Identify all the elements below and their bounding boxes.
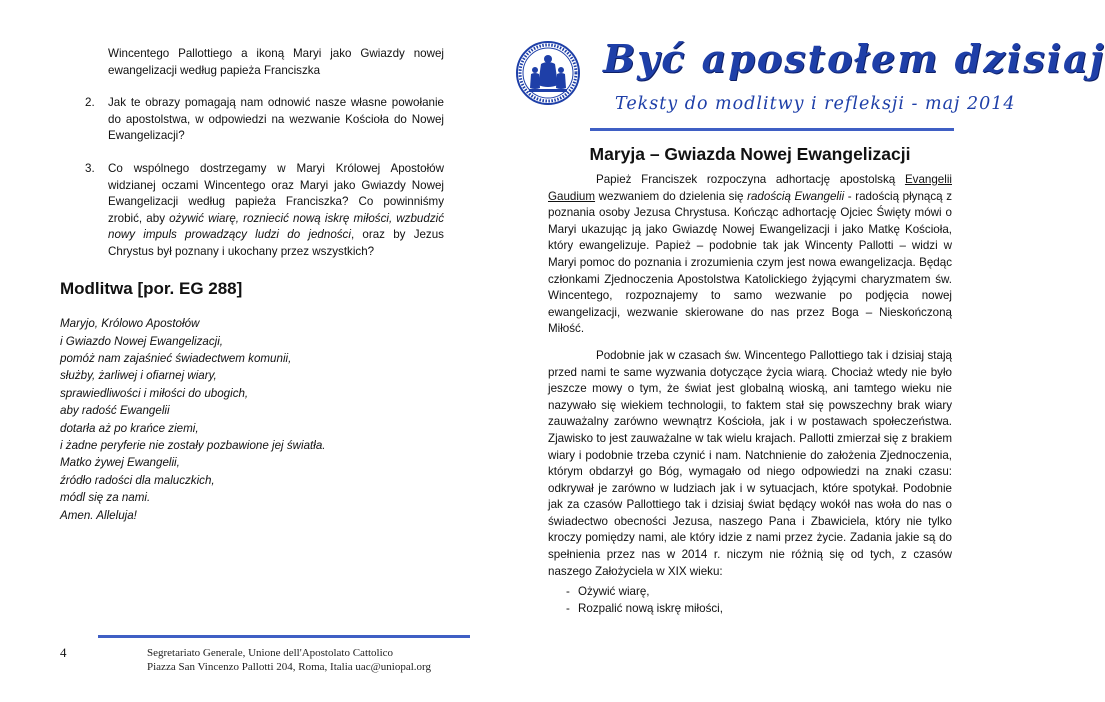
prayer-line: Amen. Alleluja!	[60, 508, 137, 522]
question-1-continuation: Wincentego Pallottiego a ikoną Maryi jako Gwiazdy nowej ewangelizacji według papieża Franciszka	[108, 47, 444, 77]
question-number: 2.	[85, 96, 95, 110]
prayer-line: aby radość Ewangelii	[60, 404, 170, 418]
paragraph-text: Papież Franciszek rozpoczyna adhortację apostolską	[596, 173, 905, 186]
list-item-text: Ożywić wiarę,	[578, 585, 650, 599]
paragraph-text: - radością płynącą z poznania osoby Jezusa Chrystusa. Kończąc adhortację Ojciec Święty mówi o Maryi ukazując ją jako Gwiazdę Nowej Ewangelizacji i jako Matkę Kościoła, który ewangelizuje. Papież – podobnie tak jak Wincenty Pallotti – widzi w Maryi pomoc do poznania i zrozumienia czym jest nowa ewangelizacja. Będąc członkami Zjednoczenia Apostolstwa Katolickiego żyjącymi charyzmatem św. Wincentego, rozpoznajemy to samo wezwanie po podjęcia nowej ewangelizacji, wezwanie skierowane do nas przez Boga – Nieskończoną Miłość.	[548, 189, 953, 336]
prayer-line: sprawiedliwości i miłości do ubogich,	[60, 386, 249, 400]
question-text	[108, 161, 444, 261]
paragraph-text: wezwaniem do dzielenia się	[595, 189, 748, 203]
article-heading: Maryja – Gwiazda Nowej Ewangelizacji	[589, 144, 911, 164]
prayer-text	[60, 315, 444, 524]
article-body	[548, 172, 952, 617]
footer-address	[147, 646, 447, 675]
seal-logo-icon	[515, 40, 581, 106]
footer-divider	[98, 635, 470, 638]
prayer-line: pomóż nam zajaśnieć świadectwem komunii,	[60, 351, 292, 365]
footer-line-2: Piazza San Vincenzo Pallotti 204, Roma, Italia uac@uniopal.org	[147, 661, 431, 674]
prayer-line: służby, żarliwej i ofiarnej wiary,	[60, 369, 217, 383]
list-bullet: -	[566, 585, 570, 599]
question-2	[60, 95, 444, 145]
reflection-questions	[60, 95, 444, 260]
masthead-divider	[590, 128, 954, 131]
question-text-part: Co wspólnego dostrzegamy w Maryi Królowej Apostołów widzianej oczami Wincentego oraz Maryi jako Gwiazdy Nowej Ewangelizacji według papieża Franciszka? Co powinniśmy zrobić, aby	[108, 161, 444, 225]
masthead-subtitle: Teksty do modlitwy i refleksji - maj 2014	[615, 94, 1016, 114]
article-paragraph-1	[548, 172, 952, 338]
masthead-title: Być apostołem dzisiaj	[603, 36, 1105, 81]
question-text-italic: ożywić wiarę, rozniecić nową iskrę miłości, wzbudzić nowy impuls prowadzący ludzi do jedności	[108, 211, 444, 242]
footer-line-1: Segretariato Generale, Unione dell'Apostolato Cattolico	[147, 647, 394, 659]
prayer-line: módl się za nami.	[60, 491, 151, 505]
prayer-heading: Modlitwa [por. EG 288]	[60, 278, 243, 298]
prayer-line: Matko żywej Ewangelii,	[60, 456, 180, 470]
prayer-line: i Gwiazdo Nowej Ewangelizacji,	[60, 334, 224, 348]
prayer-line: źródło radości dla maluczkich,	[60, 473, 215, 487]
left-page-column	[60, 46, 444, 524]
list-bullet: -	[566, 601, 570, 615]
prayer-line: i żadne peryferie nie zostały pozbawione jej światła.	[60, 438, 326, 452]
prayer-line: dotarła aż po krańce ziemi,	[60, 421, 199, 435]
page-number: 4	[60, 645, 67, 660]
question-text: Jak te obrazy pomagają nam odnowić nasze własne powołanie do apostolstwa, w odpowiedzi na wezwanie Kościoła do Nowej Ewangelizacji?	[108, 96, 444, 143]
question-text-part: , oraz by Jezus Chrystus był poznany i ukochany przez wszystkich?	[108, 228, 444, 258]
evangelii-gaudium-link[interactable]: Evangelii Gaudium	[548, 173, 952, 203]
question-3	[60, 161, 444, 261]
list-item	[548, 584, 952, 601]
paragraph-text-italic: radością Ewangelii	[747, 189, 845, 203]
article-paragraph-2: Podobnie jak w czasach św. Wincentego Pallottiego tak i dzisiaj stają przed nami te same wyzwania dotyczące życia wiarą. Chociaż wtedy nie było jeszcze mowy o tym, że świat jest globalną wioską, ani tamtego wieku nie nazywało się wiekiem technologii, to faktem stał się powszechny brak wiary zauważalny zarówno wewnątrz Kościoła, jak i w postawach społeczeństwa. Zjawisko to jest zauważalne w tak wielu krajach. Pallotti zmierzał się z brakiem wiary i podobnie trzeba czynić i nam. Natchnienie do założenia Zjednoczenia, którym obdarzył go Bóg, wymagało od niego odpowiedzi na znaki czasu: odkrywał je zarówno w ludziach jak i w sytuacjach, które spotykał. Podobnie jak za czasów Pallottiego tak i dzisiaj świat będący wokół nas woła do nas o świadectwo obecności Jezusa, naszego Pana i Zbawiciela, który nie tylko kroczy pomiędzy nami, ale który idzie z nami przez życie. Zadania jakie są do spełnienia przez nas w 2014 r. niczym nie różnią się od tych, z czasów naszego Założyciela w XIX wieku:	[548, 348, 952, 578]
list-item	[548, 601, 952, 618]
tasks-list	[548, 584, 952, 617]
question-number: 3.	[85, 161, 95, 175]
prayer-line: Maryjo, Królowo Apostołów	[60, 317, 200, 331]
list-item-text: Rozpalić nową iskrę miłości,	[578, 601, 723, 615]
